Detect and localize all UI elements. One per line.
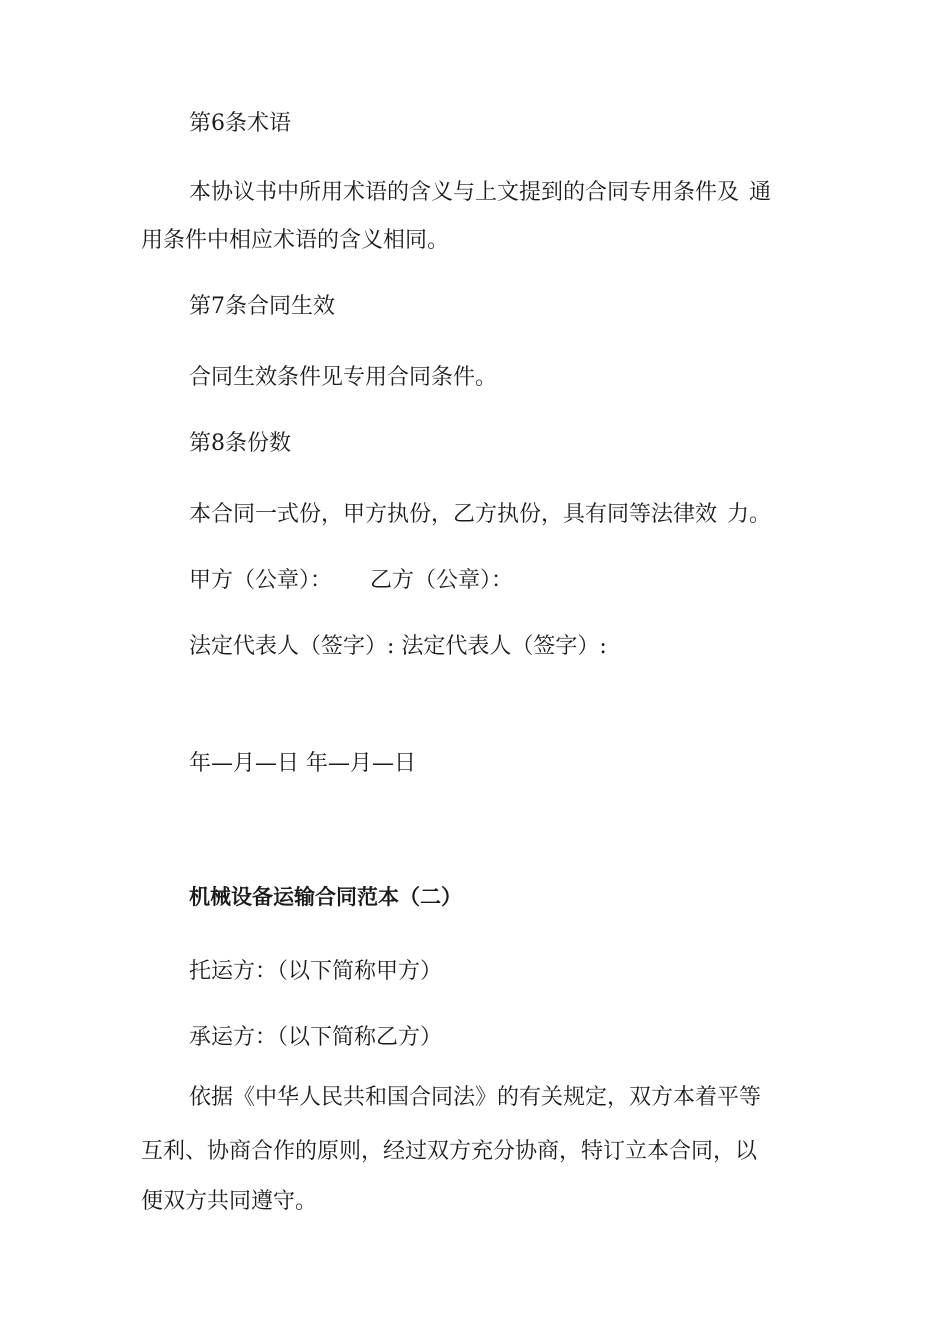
section-2-title: 机械设备运输合同范本（二）: [189, 885, 462, 909]
carrier-line: 承运方：（以下简称乙方）: [189, 1025, 443, 1050]
article-7-body: 合同生效条件见专用合同条件。: [189, 365, 498, 390]
preamble-line-2: 互利、协商合作的原则，经过双方充分协商，特订立本合同，以: [141, 1139, 758, 1164]
party-b-seal: 乙方（公章）：: [370, 568, 514, 593]
shipper-line: 托运方：（以下简称甲方）: [189, 959, 443, 984]
signature-dates: 年—月—日 年—月—日: [189, 751, 416, 776]
article-6-body-line-2: 用条件中相应术语的含义相同。: [141, 228, 450, 253]
article-8-body-text-end: 力。: [727, 502, 772, 527]
article-8-body-text: 本合同一式份，甲方执份，乙方执份，具有同等法律效: [189, 502, 718, 527]
article-8-body: [189, 504, 771, 526]
seal-line: [189, 570, 513, 592]
article-8-heading: 第8条份数: [189, 431, 291, 456]
article-6-body-text-end: 通: [749, 180, 772, 205]
party-a-seal: 甲方（公章）：: [189, 568, 333, 593]
preamble-line-1: 依据《中华人民共和国合同法》的有关规定，双方本着平等: [189, 1085, 762, 1110]
article-6-body-text: 本协议书中所用术语的含义与上文提到的合同专用条件及: [189, 180, 740, 205]
representative-signatures: 法定代表人（签字）: 法定代表人（签字）:: [189, 634, 607, 659]
article-6-heading: 第6条术语: [189, 111, 291, 136]
preamble-line-3: 便双方共同遵守。: [141, 1189, 318, 1214]
article-7-heading: 第7条合同生效: [189, 294, 335, 319]
article-6-body-line-1: [189, 182, 771, 204]
